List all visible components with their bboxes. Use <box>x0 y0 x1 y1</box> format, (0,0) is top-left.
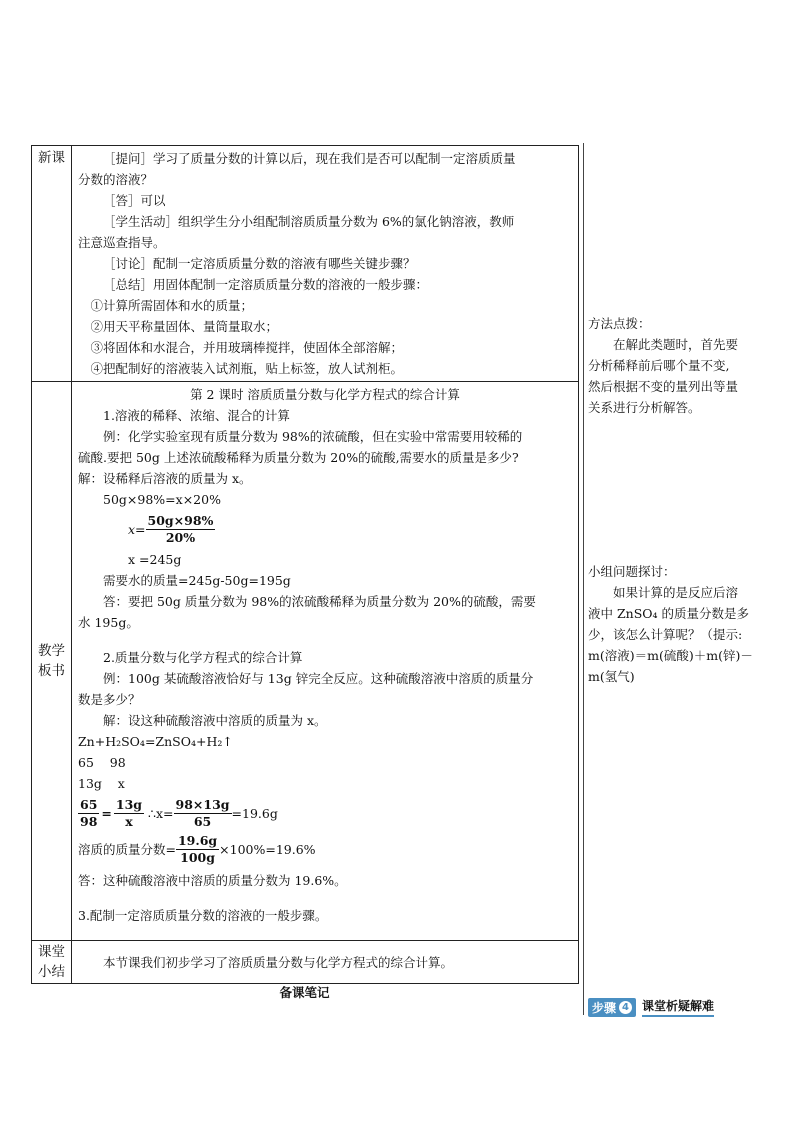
fraction: $\frac{19.6g}{100g}$ <box>177 833 218 865</box>
step-badge <box>588 997 714 1017</box>
example-2-reaction: Zn+H₂SO₄=ZnSO₄+H₂↑ <box>78 734 233 749</box>
notes-title: 备课笔记 <box>279 985 330 1000</box>
step-4: ④把配制好的溶液装入试剂瓶，贴上标签，放人试剂柜。 <box>90 361 404 376</box>
group-discussion-line: m(溶液)＝m(硫酸)＋m(锌)－ <box>588 648 753 663</box>
group-discussion-line: m(氢气) <box>588 669 635 684</box>
group-discussion-line: 如果计算的是反应后溶 <box>613 585 739 600</box>
summary-content <box>72 941 579 984</box>
board-content <box>72 382 579 941</box>
discussion-line: ［讨论］配制一定溶质质量分数的溶液有哪些关键步骤？ <box>103 256 416 271</box>
section-1-title: 1.溶液的稀释、浓缩、混合的计算 <box>103 408 290 423</box>
fraction: $\frac{98\times 13g}{65}$ <box>175 797 230 829</box>
activity-line-cont: 注意巡查指导。 <box>78 235 166 250</box>
row-new-lesson <box>32 146 579 382</box>
step-2: ②用天平称量固体、量筒量取水； <box>90 319 279 334</box>
method-tip <box>588 313 760 418</box>
row-summary <box>32 941 579 984</box>
group-discussion-title: 小组问题探讨： <box>588 564 676 579</box>
lesson-table <box>31 145 579 984</box>
new-lesson-content <box>72 146 579 382</box>
method-tip-line: 关系进行分析解答。 <box>588 400 701 415</box>
group-discussion-line: 液中 ZnSO₄ 的质量分数是多 <box>588 606 750 621</box>
question-line: ［提问］学习了质量分数的计算以后，现在我们是否可以配制一定溶质质量 <box>103 151 516 166</box>
summary-line: ［总结］用固体配制一定溶质质量分数的溶液的一般步骤： <box>103 277 429 292</box>
side-divider <box>583 143 584 1015</box>
section-3-title: 3.配制一定溶质质量分数的溶液的一般步骤。 <box>78 908 328 923</box>
example-2-line-2: 数是多少？ <box>78 692 141 707</box>
method-tip-title: 方法点拨： <box>588 316 651 331</box>
fraction: $\frac{50g\times 98\%}{20\%}$ <box>147 513 214 545</box>
step-box: 步骤 4 <box>588 998 636 1017</box>
example-1-answer-1: 答：要把 50g 质量分数为 98%的浓硫酸稀释为质量分数为 20%的硫酸，需要 <box>103 594 536 609</box>
fraction: $\frac{65}{98}$ <box>80 797 98 829</box>
fraction: $\frac{13g}{x}$ <box>115 797 143 829</box>
row-board <box>32 382 579 941</box>
group-discussion-line: 少，该怎么计算呢？（提示: <box>588 627 743 642</box>
step-number-circle: 4 <box>619 1001 632 1014</box>
example-1-line-2: 硫酸.要把 50g 上述浓硫酸稀释为质量分数为 20%的硫酸,需要水的质量是多少? <box>78 450 519 465</box>
example-2-solve: 解：设这种硫酸溶液中溶质的质量为 x。 <box>103 713 327 728</box>
example-2-answer: 答：这种硫酸溶液中溶质的质量分数为 19.6%。 <box>78 873 347 888</box>
example-2-proportion: $\frac{65}{98}$ = $\frac{13g}{x}$ ∴x= $\frac{98\times 13g}{65}$ =19.6g <box>80 797 278 829</box>
method-tip-line: 然后根据不变的量列出等量 <box>588 379 739 394</box>
example-2-mass-row-1: 65 98 <box>78 755 126 770</box>
example-1-water: 需要水的质量=245g-50g=195g <box>103 573 291 588</box>
label-board: 教学 板书 <box>32 382 72 941</box>
section-2-title: 2.质量分数与化学方程式的综合计算 <box>103 650 303 665</box>
step-3: ③将固体和水混合，并用玻璃棒搅拌，使固体全部溶解； <box>90 340 404 355</box>
example-1-equation-3: x =245g <box>128 552 182 567</box>
example-1-solve: 解：设稀释后溶液的质量为 x。 <box>78 471 252 486</box>
example-1-equation-2: x= $\frac{50g\times 98\%}{20\%}$ <box>128 513 214 545</box>
activity-line: ［学生活动］组织学生分小组配制溶质质量分数为 6%的氯化钠溶液，教师 <box>103 214 515 229</box>
label-new-lesson: 新课 <box>32 146 72 382</box>
example-1-line-1: 例：化学实验室现有质量分数为 98%的浓硫酸，但在实验中常需要用较稀的 <box>103 429 523 444</box>
lesson-heading: 第 2 课时 溶质质量分数与化学方程式的综合计算 <box>190 387 460 402</box>
label-summary: 课堂 小结 <box>32 941 72 984</box>
answer-line: ［答］可以 <box>103 193 166 208</box>
example-2-mass-fraction: 溶质的质量分数= $\frac{19.6g}{100g}$ ×100%=19.6% <box>78 833 316 865</box>
example-1-equation-1: 50g×98%=x×20% <box>103 492 221 507</box>
method-tip-line: 分析稀释前后哪个量不变, <box>588 358 730 373</box>
summary-text: 本节课我们初步学习了溶质质量分数与化学方程式的综合计算。 <box>103 954 454 970</box>
example-2-mass-row-2: 13g x <box>78 776 125 791</box>
step-1: ①计算所需固体和水的质量； <box>90 298 254 313</box>
step-title: 课堂析疑解难 <box>642 997 714 1017</box>
example-1-answer-2: 水 195g。 <box>78 615 139 630</box>
method-tip-line: 在解此类题时，首先要 <box>613 337 739 352</box>
group-discussion <box>588 561 760 687</box>
example-2-line-1: 例：100g 某硫酸溶液恰好与 13g 锌完全反应。这种硫酸溶液中溶质的质量分 <box>103 671 534 686</box>
question-line-cont: 分数的溶液？ <box>78 172 154 187</box>
